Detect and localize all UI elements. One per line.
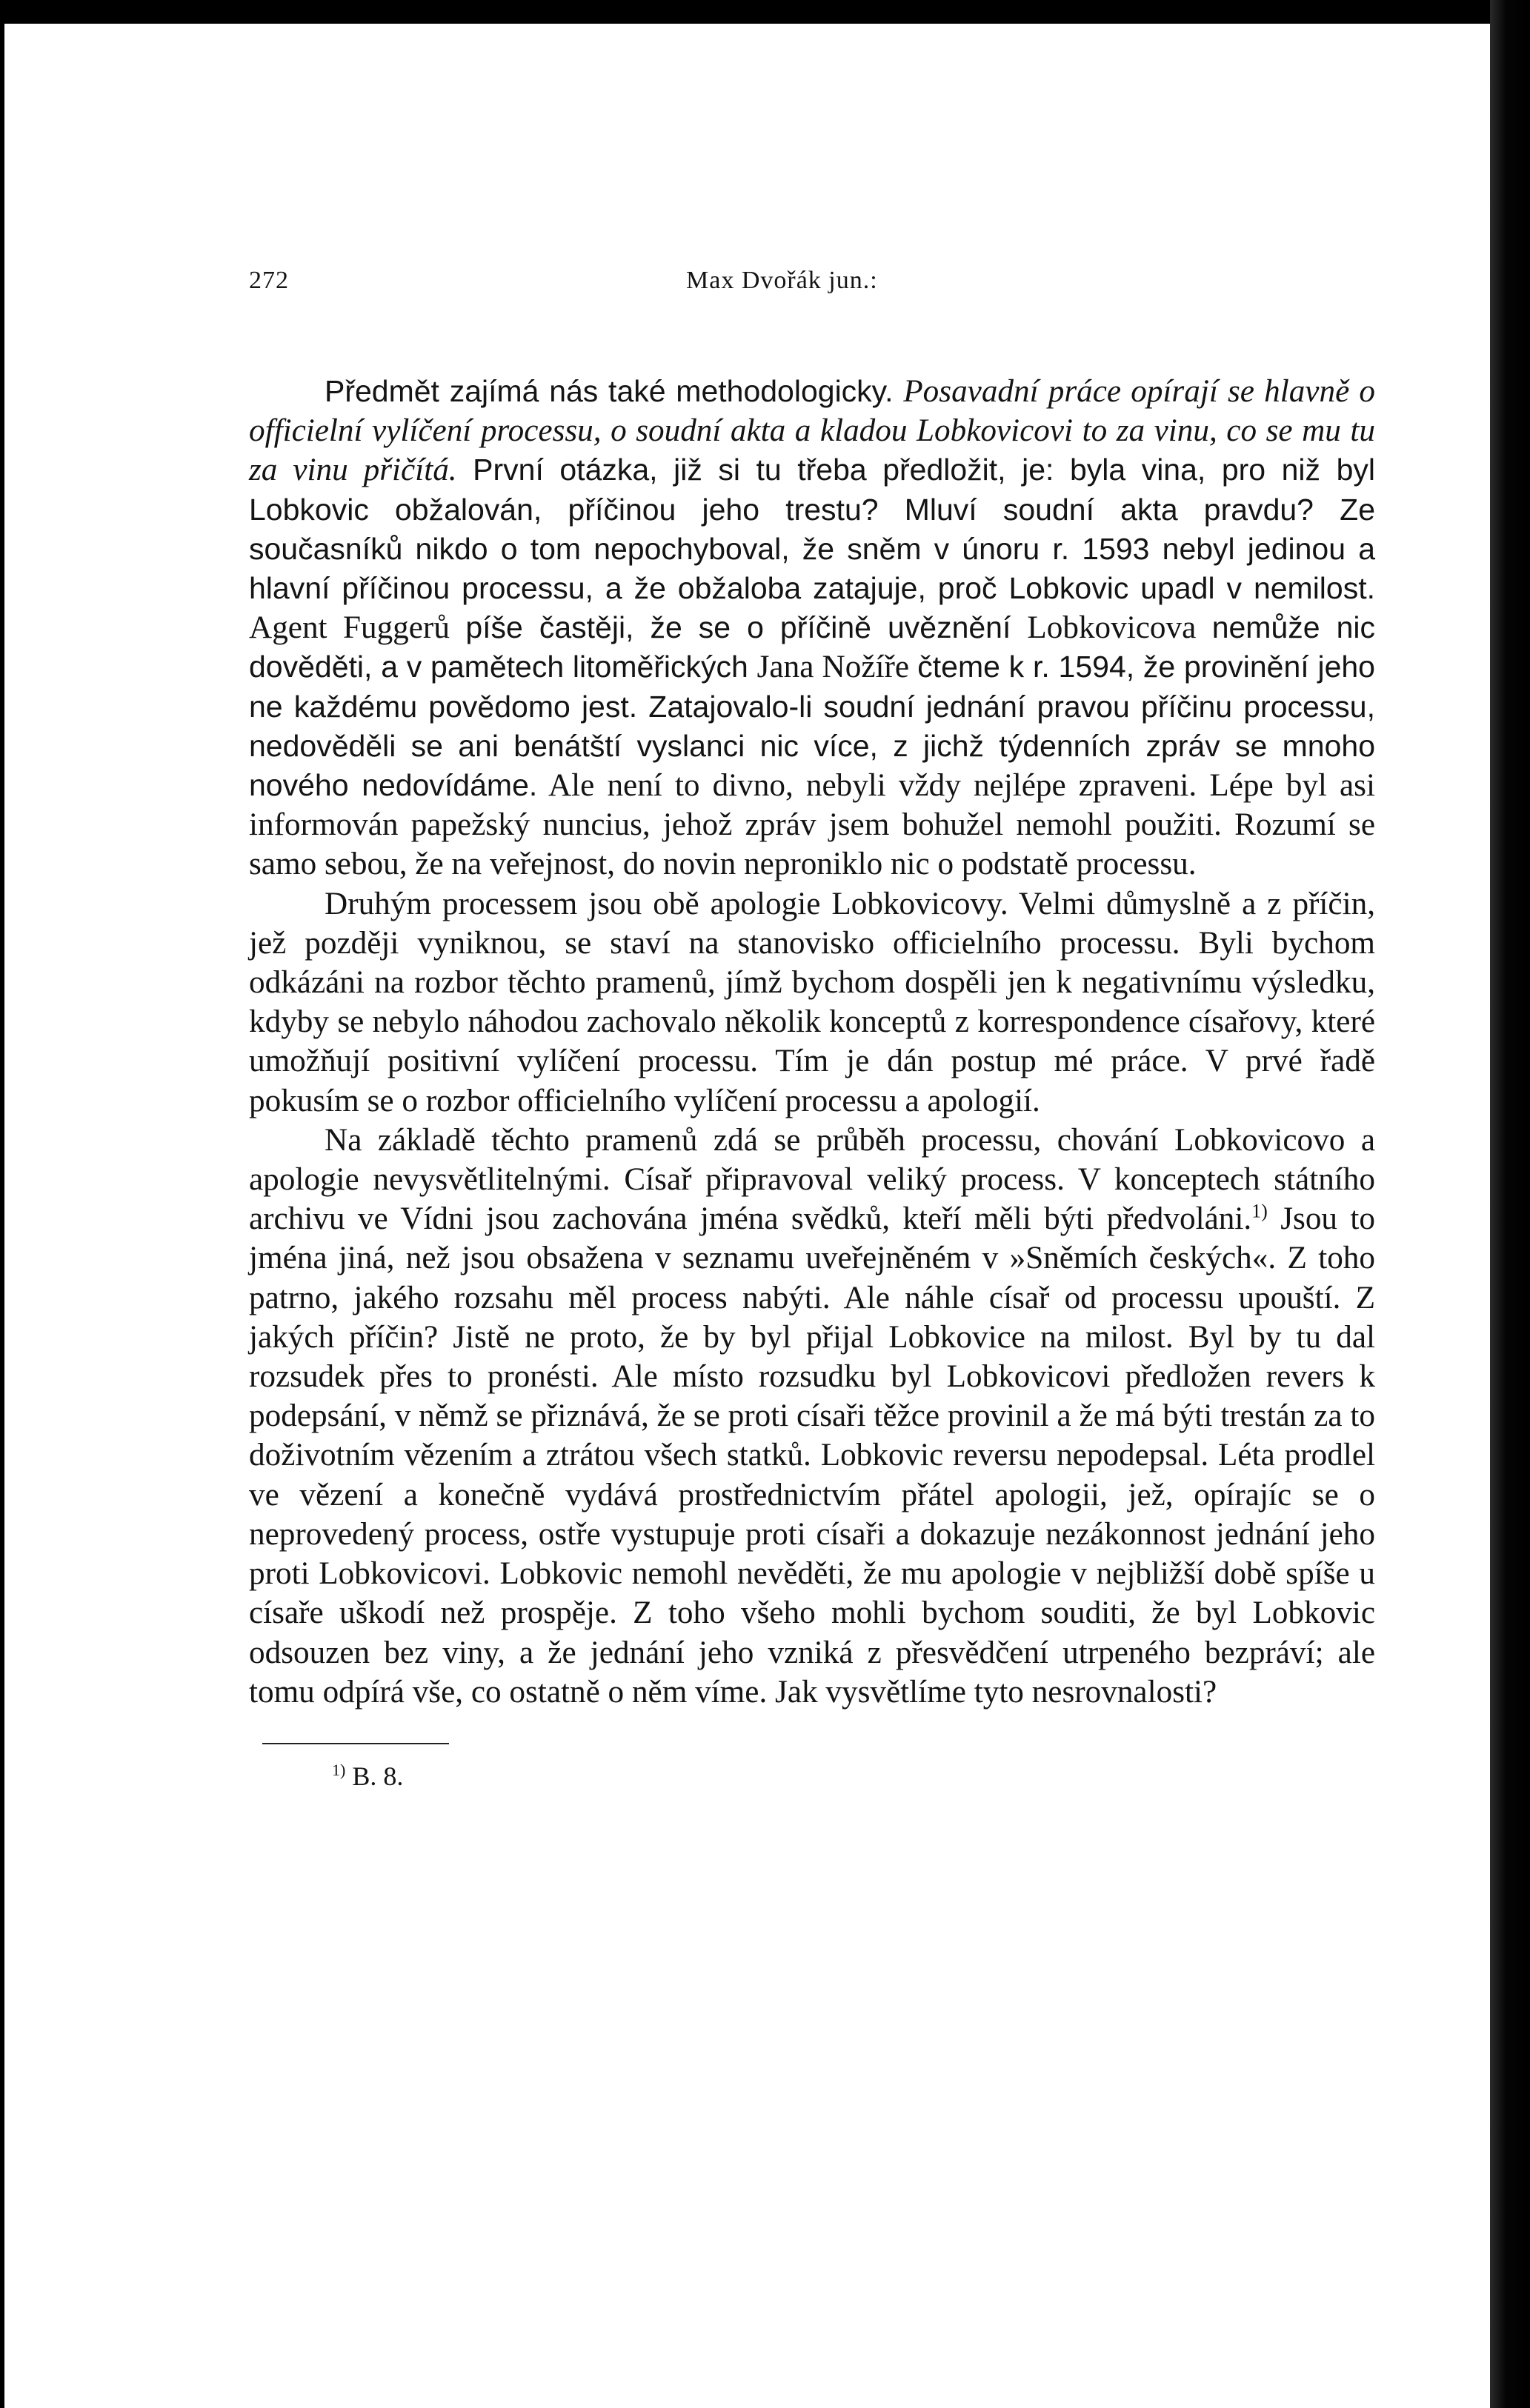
book-page (249, 267, 1375, 1792)
running-head (249, 267, 1375, 311)
scan-border-left (0, 0, 4, 2408)
page-number: 272 (249, 267, 289, 294)
footnote (332, 1761, 1375, 1792)
text-run: Předmět zajímá nás také methodologicky. (325, 374, 904, 408)
body-text (249, 372, 1375, 1712)
text-run: nemůže nic dověděti, a v pamětech litoměřických (249, 610, 1375, 684)
running-title: Max Dvořák jun.: (686, 267, 878, 294)
text-run: Na základě těchto pramenů zdá se průběh processu, chování Lobkovicovo a apologie nevysvětlitelnými. Císař připravoval veliký process. V konceptech státního archivu ve Vídni jsou zachována jména svědků, kteří měli býti předvoláni. (249, 1122, 1375, 1237)
scan-border-top (0, 0, 1530, 24)
text-run: Lobkovicova (1027, 610, 1212, 646)
footnote-text: B. 8. (345, 1761, 404, 1791)
text-run: čteme k r. 1594, že provinění jeho ne každému povědomo jest. Zatajovalo-li soudní jednání pravou příčinu processu, nedověděli se ani benátští vyslanci nic více, z jichž týdenních zpráv se mnoho nového nedovídáme. (249, 650, 1375, 803)
text-run: První otázka, již si tu třeba předložit, je: byla vina, pro niž byl Lobkovic obžalován, příčinou jeho trestu? Mluví soudní akta pravdu? Ze současníků nikdo o tom nepochyboval, že sněm v únoru r. 1593 nebyl jedinou a hlavní příčinou processu, a že obžaloba zatajuje, proč Lobkovic upadl v nemilost. (249, 453, 1375, 606)
italic-text: Posavadní práce opírají se hlavně o officielní vylíčení processu, o soudní akta a kladou Lobkovicovi to za vinu, co se mu tu za vinu přičítá. (249, 374, 1375, 488)
paragraph (249, 372, 1375, 884)
footnote-ref: 1) (1251, 1200, 1268, 1222)
text-run: Druhým processem jsou obě apologie Lobkovicovy. Velmi důmyslně a z příčin, jež později vyniknou, se staví na stanovisko officielního processu. Byli bychom odkázáni na rozbor těchto pramenů, jímž bychom dospěli jen k negativnímu výsledku, kdyby se nebylo náhodou zachovalo několik konceptů z korrespondence císařovy, které umožňují positivní vylíčení processu. Tím je dán postup mé práce. V prvé řadě pokusím se o rozbor officielního vylíčení processu a apologií. (249, 886, 1375, 1118)
paragraph (249, 884, 1375, 1121)
text-run: Ale není to divno, nebyli vždy nejlépe zpraveni. Lépe byl asi informován papežský nuncius, jehož zpráv jsem bohužel nemohl použiti. Rozumí se samo sebou, že na veřejnost, do novin neproniklo nic o podstatě processu. (249, 768, 1375, 882)
paragraph (249, 1121, 1375, 1712)
text-run: Jana Nožíře (756, 650, 918, 685)
text-run: Agent Fuggerů (249, 610, 466, 646)
footnote-divider (262, 1743, 449, 1744)
text-run: Jsou to jména jiná, než jsou obsažena v seznamu uveřejněném v »Sněmích českých«. Z toho patrno, jakého rozsahu měl process nabýti. Ale náhle císař od processu upouští. Z jakých příčin? Jistě ne proto, že by byl přijal Lobkovice na milost. Byl by tu dal rozsudek přes to pronésti. Ale místo rozsudku byl Lobkovicovi předložen revers k podepsání, v němž se přiznává, že se proti císaři těžce provinil a že má býti trestán za to doživotním vězením a ztrátou všech statků. Lobkovic reversu nepodepsal. Léta prodlel ve vězení a konečně vydává prostřednictvím přátel apologii, jež, opírajíc se o neprovedený process, ostře vystupuje proti císaři a dokazuje nezákonnost jednání jeho proti Lobkovicovi. Lobkovic nemohl nevěděti, že mu apologie v nejbližší době spíše u císaře uškodí než prospěje. Z toho všeho mohli bychom souditi, že byl Lobkovic odsouzen bez viny, a že jednání jeho vzniká z přesvědčení utrpeného bezpráví; ale tomu odpírá vše, co ostatně o něm víme. Jak vysvětlíme tyto nesrovnalosti? (249, 1201, 1375, 1710)
scan-border-right (1490, 0, 1530, 2408)
text-run: píše častěji, že se o příčině uvěznění (465, 610, 1028, 645)
footnote-marker: 1) (332, 1760, 346, 1779)
